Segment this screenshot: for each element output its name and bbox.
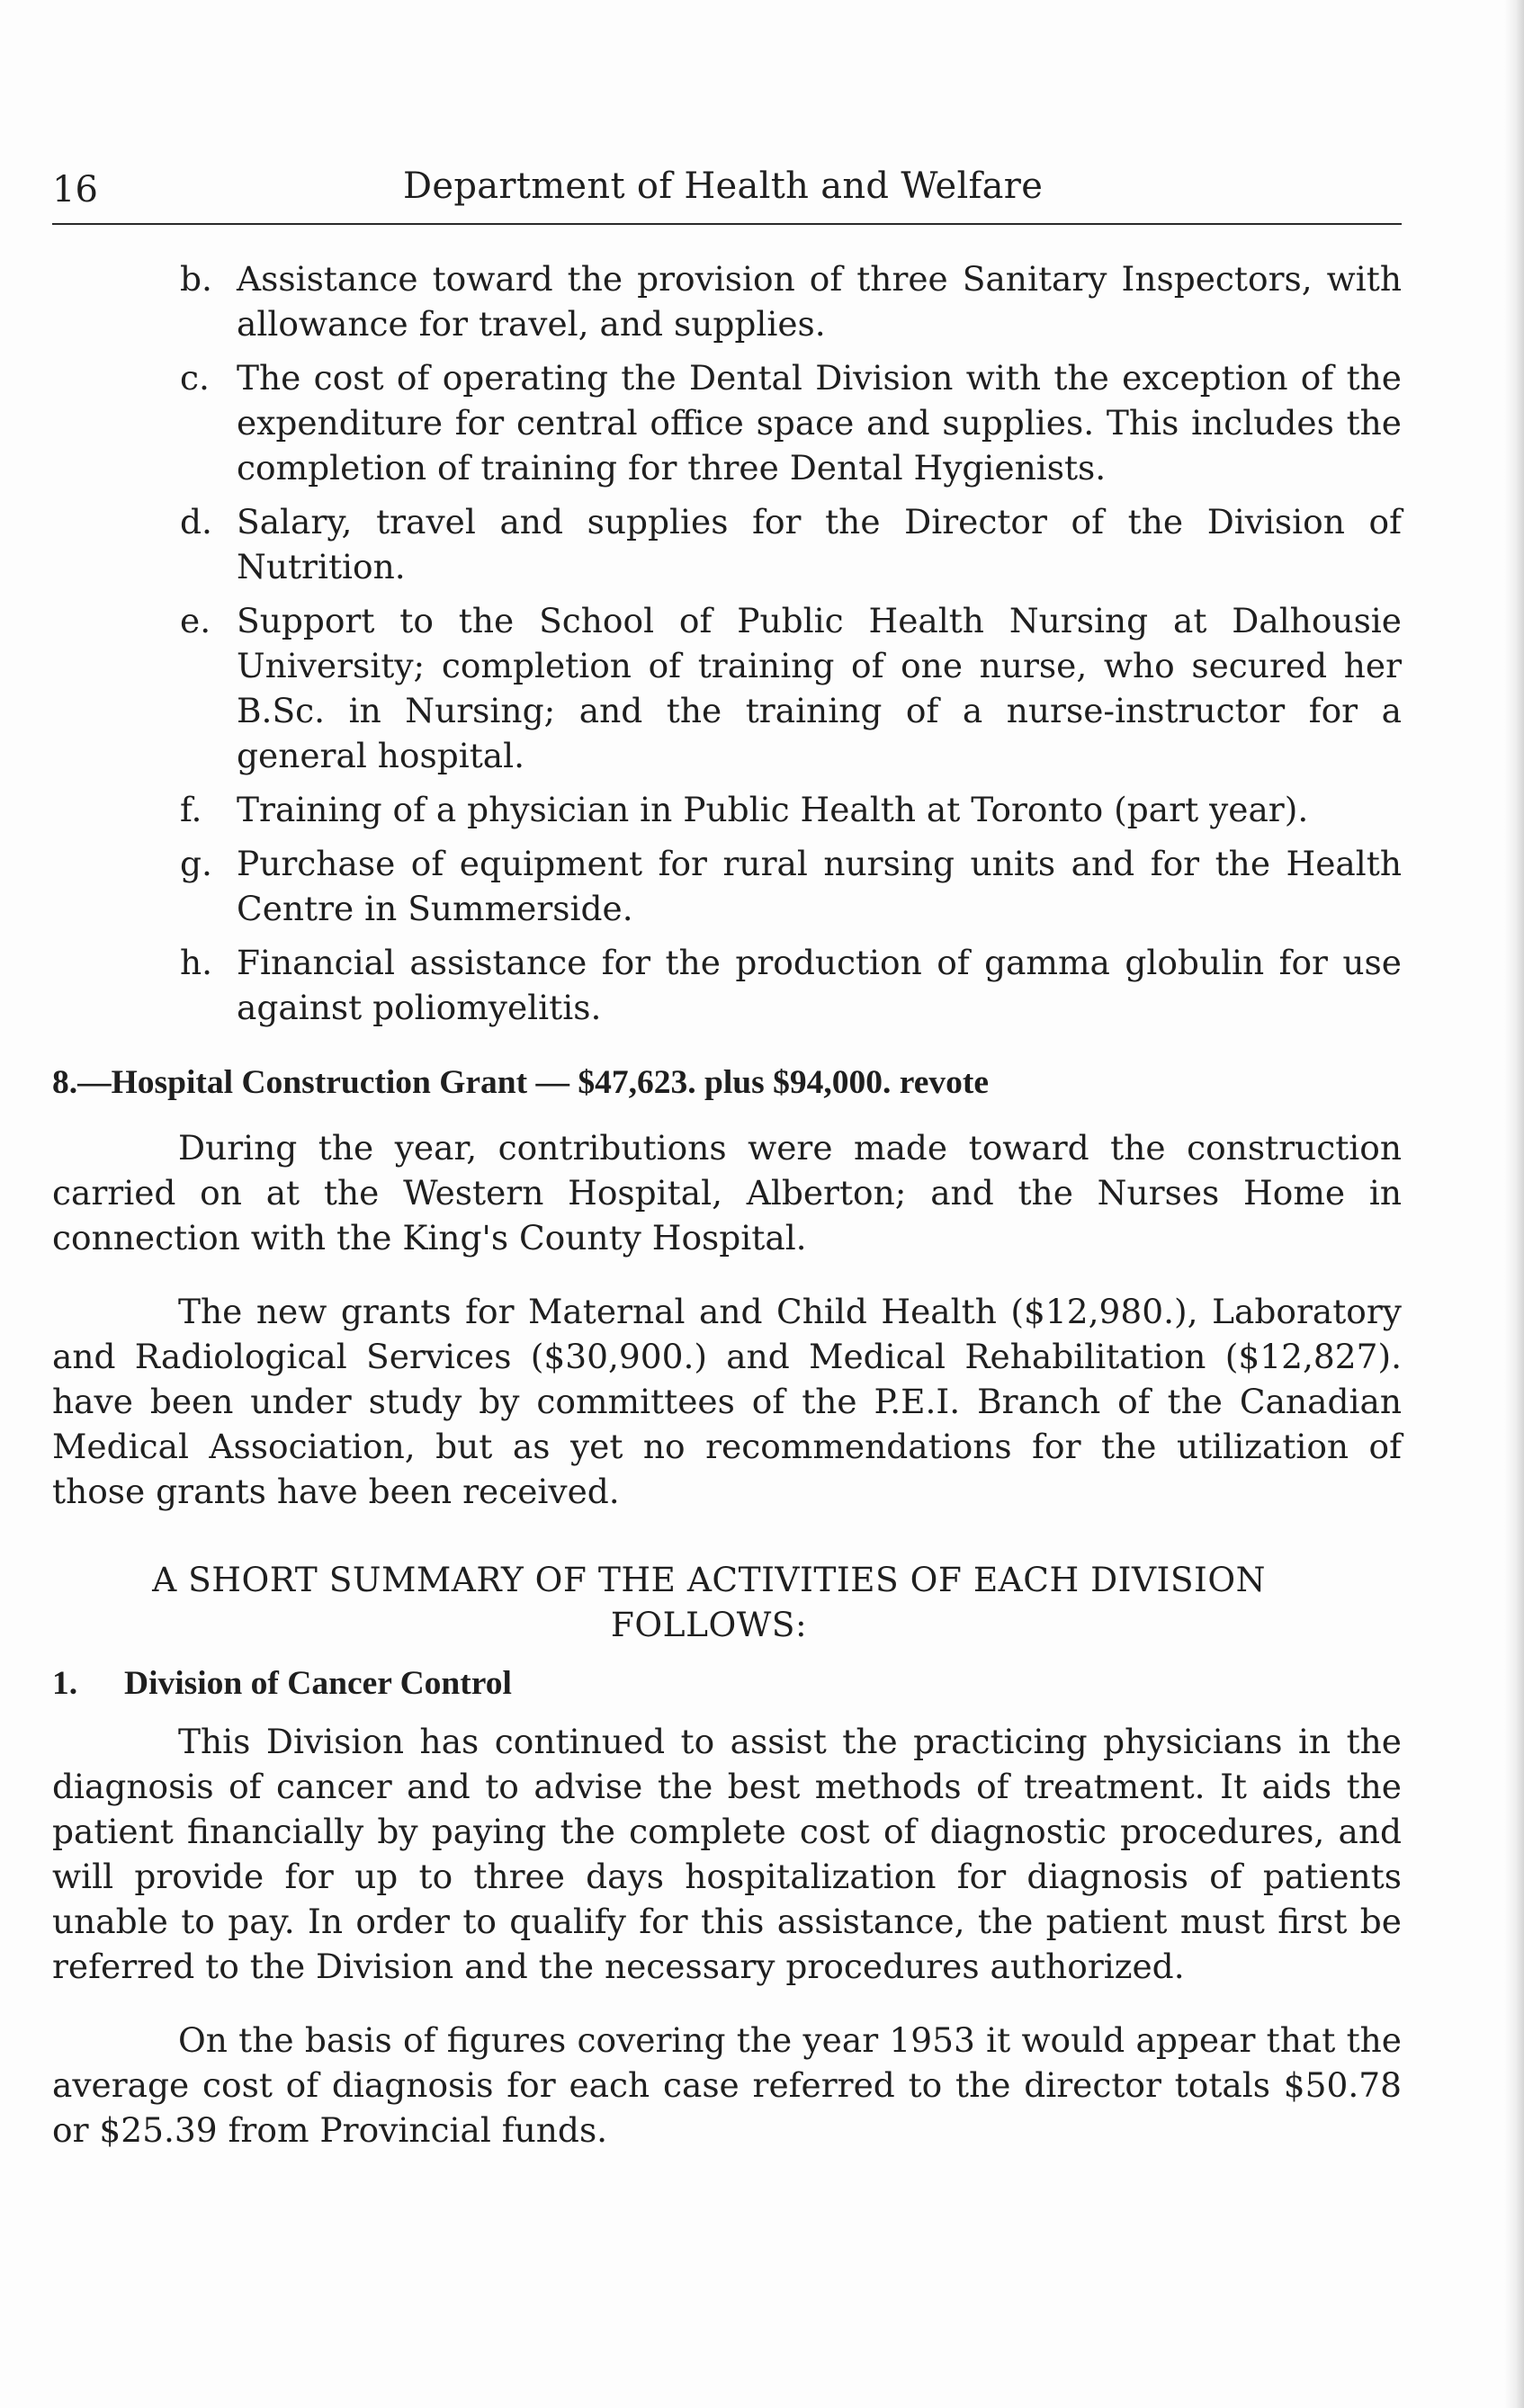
list-item-letter: f. bbox=[180, 790, 202, 829]
division-number: 1. bbox=[52, 1665, 78, 1702]
list-item-letter: e. bbox=[180, 601, 211, 640]
paragraph: The new grants for Maternal and Child Health ($12,980.), Laboratory and Radiological Services ($30,900.) and Medical Rehabilitation ($12,827). have been under study by committees of the P.E.I. Branch of the Canadian Medical Association, but as yet no recommendations for the utilization of those grants have been received. bbox=[52, 1292, 1402, 1511]
list-item-text: Support to the School of Public Health Nursing at Dalhousie University; completion of training of one nurse, who secured her B.Sc. in Nursing; and the training of a nurse-instructor for a general hospital. bbox=[237, 601, 1402, 775]
expenditure-list bbox=[52, 256, 1402, 1030]
paragraph: During the year, contributions were made toward the construction carried on at the Western Hospital, Alberton; and the Nurses Home in connection with the King's County Hospital. bbox=[52, 1128, 1402, 1258]
page-body bbox=[52, 256, 1402, 2153]
page-number: 16 bbox=[52, 169, 98, 210]
page-header bbox=[52, 160, 1402, 214]
running-title: Department of Health and Welfare bbox=[403, 166, 1044, 207]
list-item-letter: b. bbox=[180, 259, 212, 299]
list-item-letter: h. bbox=[180, 943, 213, 982]
list-item-letter: c. bbox=[180, 358, 210, 398]
division1-body bbox=[52, 1719, 1402, 2153]
list-item-text: Purchase of equipment for rural nursing units and for the Health Centre in Summerside. bbox=[237, 844, 1402, 928]
paragraph: On the basis of figures covering the year 1953 it would appear that the average cost of diagnosis for each case referred to the director totals $50.78 or $25.39 from Provincial funds. bbox=[52, 2020, 1402, 2150]
list-item-text: Assistance toward the provision of three Sanitary Inspectors, with allowance for travel, and supplies. bbox=[237, 259, 1402, 344]
list-item bbox=[52, 499, 1402, 589]
list-item-text: The cost of operating the Dental Division with the exception of the expenditure for central office space and supplies. This includes the completion of training for three Dental Hygienists. bbox=[237, 358, 1402, 488]
list-item bbox=[52, 355, 1402, 490]
division-title: Division of Cancer Control bbox=[124, 1665, 512, 1702]
section-heading-hospital-construction: 8.—Hospital Construction Grant — $47,623. plus $94,000. revote bbox=[52, 1064, 989, 1101]
list-item-text: Training of a physician in Public Health at Toronto (part year). bbox=[237, 790, 1309, 829]
list-item bbox=[52, 841, 1402, 931]
summary-heading: A SHORT SUMMARY OF THE ACTIVITIES OF EACH DIVISION FOLLOWS: bbox=[152, 1560, 1266, 1644]
list-item bbox=[52, 256, 1402, 346]
paragraph: This Division has continued to assist the practicing physicians in the diagnosis of cancer and to advise the best methods of treatment. It aids the patient financially by paying the complete cost of diagnostic procedures, and will provide for up to three days hospitalization for diagnosis of patients unable to pay. In order to qualify for this assistance, the patient must first be referred to the Division and the necessary procedures authorized. bbox=[52, 1722, 1402, 1986]
list-item-text: Salary, travel and supplies for the Director of the Division of Nutrition. bbox=[237, 502, 1402, 586]
page-edge-shadow bbox=[1504, 0, 1524, 2408]
header-rule bbox=[52, 223, 1402, 225]
list-item bbox=[52, 598, 1402, 778]
list-item bbox=[52, 940, 1402, 1030]
division-heading-cancer-control bbox=[52, 1661, 1402, 1706]
list-item-text: Financial assistance for the production of gamma globulin for use against poliomyelitis. bbox=[237, 943, 1402, 1027]
section8-body bbox=[52, 1125, 1402, 1514]
list-item-letter: g. bbox=[180, 844, 212, 883]
list-item-letter: d. bbox=[180, 502, 212, 542]
list-item bbox=[52, 787, 1402, 832]
